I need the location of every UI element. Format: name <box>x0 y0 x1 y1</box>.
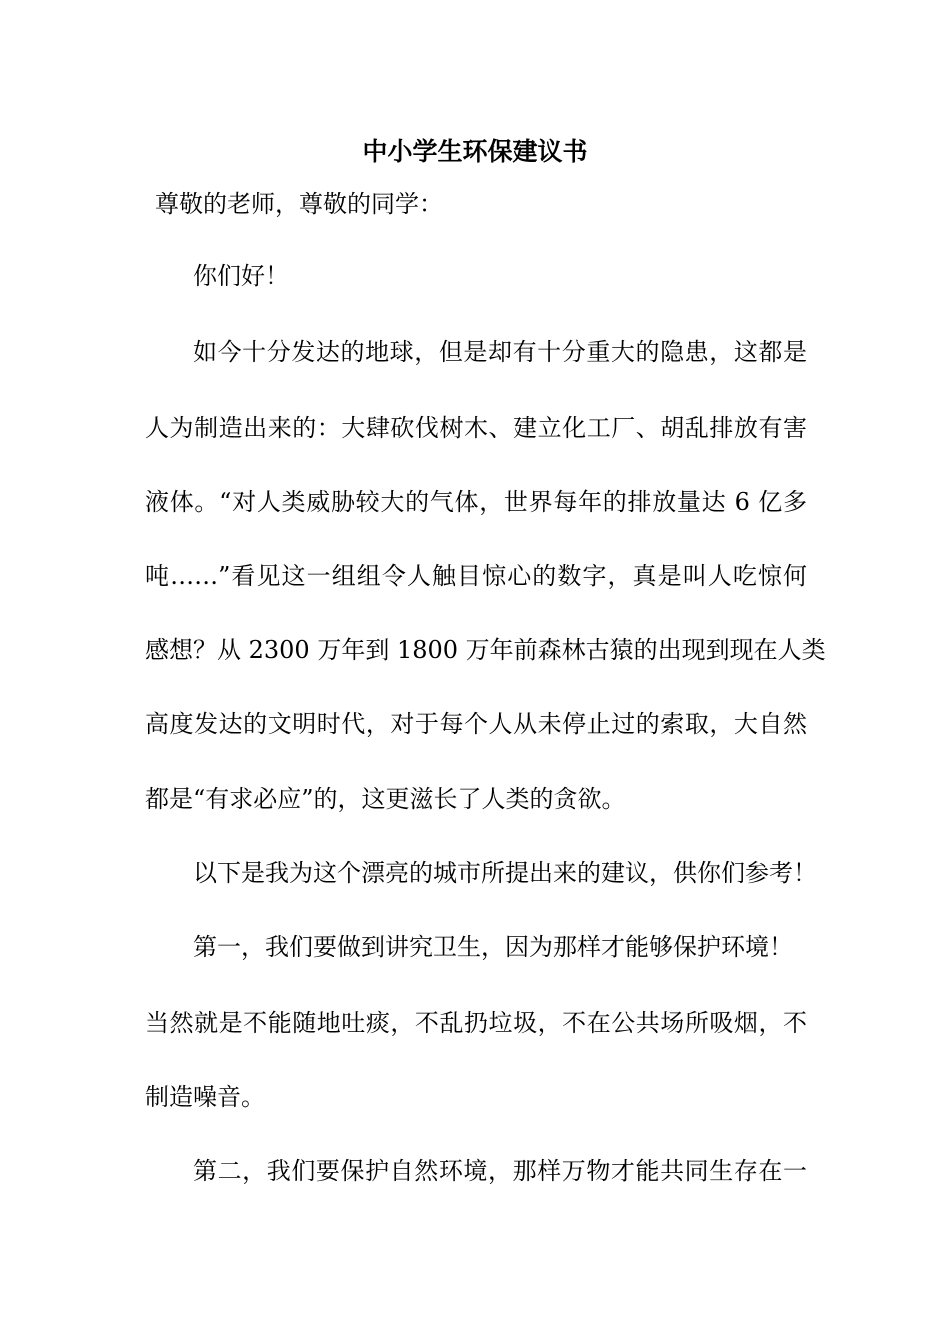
paragraph-line: 都是“有求必应”的，这更滋长了人类的贪欲。 <box>145 785 626 813</box>
paragraph-line: 高度发达的文明时代，对于每个人从未停止过的索取，大自然 <box>145 710 807 738</box>
salutation-line: 尊敬的老师，尊敬的同学： <box>155 190 443 218</box>
paragraph-line: 液体。“对人类威胁较大的气体，世界每年的排放量达 6 亿多 <box>145 488 807 516</box>
paragraph-line: 制造噪音。 <box>145 1083 265 1111</box>
document-title: 中小学生环保建议书 <box>362 137 588 166</box>
greeting-line: 你们好！ <box>193 262 289 290</box>
paragraph-line: 如今十分发达的地球，但是却有十分重大的隐患，这都是 <box>193 338 807 366</box>
paragraph-line: 人为制造出来的：大肆砍伐树木、建立化工厂、胡乱排放有害 <box>145 414 807 442</box>
paragraph-line: 以下是我为这个漂亮的城市所提出来的建议，供你们参考！ <box>193 859 817 887</box>
paragraph-line: 第二，我们要保护自然环境，那样万物才能共同生存在一 <box>193 1157 807 1185</box>
paragraph-line: 感想？从 2300 万年到 1800 万年前森林古猿的出现到现在人类 <box>145 636 826 664</box>
paragraph-line: 吨……”看见这一组组令人触目惊心的数字，真是叫人吃惊何 <box>145 562 807 590</box>
paragraph-line: 当然就是不能随地吐痰，不乱扔垃圾，不在公共场所吸烟，不 <box>145 1009 807 1037</box>
paragraph-line: 第一，我们要做到讲究卫生，因为那样才能够保护环境！ <box>193 933 793 961</box>
